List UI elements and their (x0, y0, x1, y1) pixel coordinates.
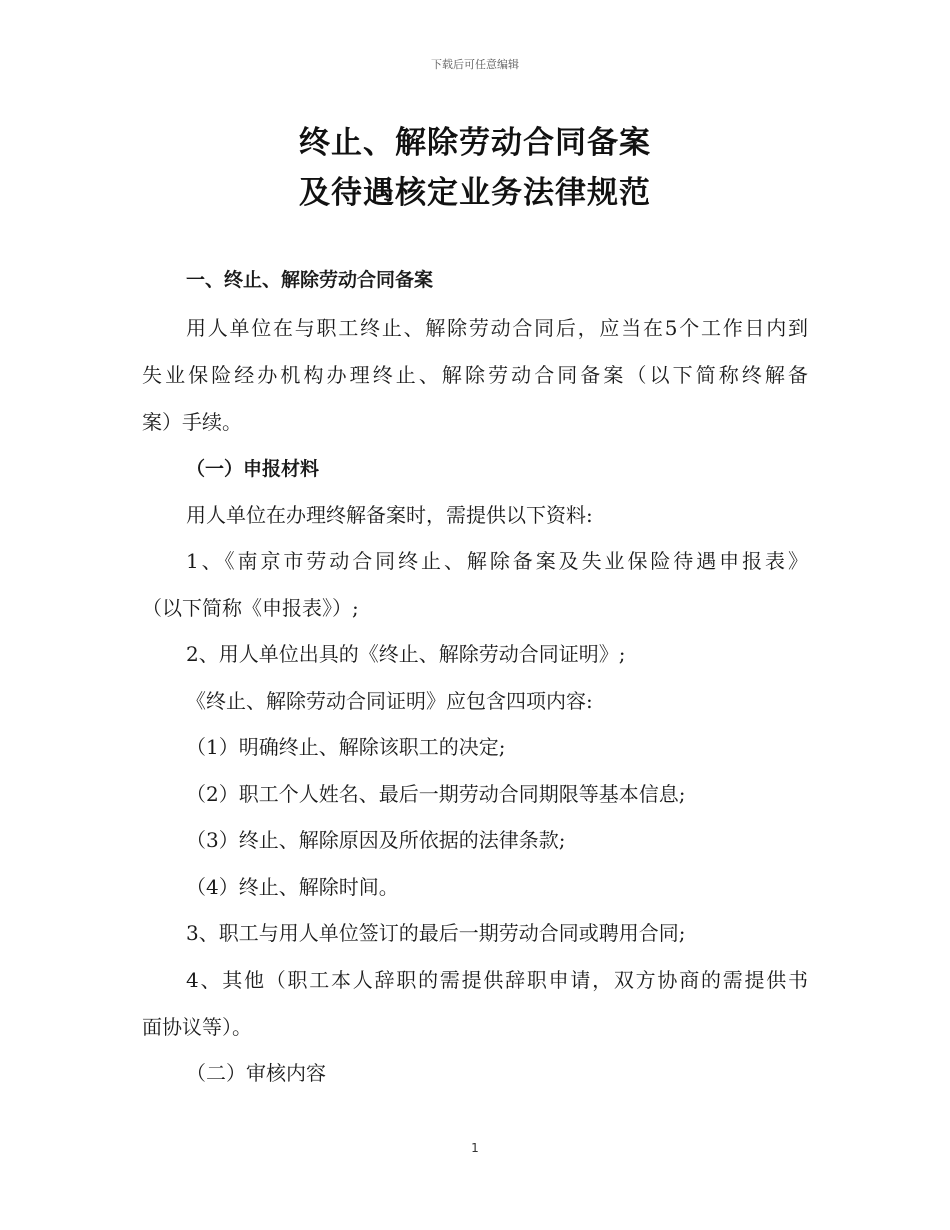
subsection-2-heading: （二）审核内容 (186, 1061, 326, 1085)
sub-list-item: （3）终止、解除原因及所依据的法律条款; (186, 828, 566, 852)
list-item: 1、《南京市劳动合同终止、解除备案及失业保险待遇申报表》 (186, 549, 808, 573)
paragraph-line: 用人单位在与职工终止、解除劳动合同后，应当在5个工作日内到 (186, 316, 808, 340)
header-note: 下载后可任意编辑 (431, 58, 519, 71)
paragraph-line: 案）手续。 (142, 410, 242, 434)
sub-list-item: （1）明确终止、解除该职工的决定; (186, 735, 506, 759)
paragraph-line: 失业保险经办机构办理终止、解除劳动合同备案（以下简称终解备 (142, 363, 808, 387)
list-item: 2、用人单位出具的《终止、解除劳动合同证明》; (186, 642, 626, 666)
list-item: （以下简称《申报表》）; (142, 596, 359, 620)
list-item: 4、其他（职工本人辞职的需提供辞职申请，双方协商的需提供书 (186, 968, 808, 992)
document-title-line-2: 及待遇核定业务法律规范 (299, 175, 651, 211)
paragraph-line: 用人单位在办理终解备案时，需提供以下资料: (186, 503, 593, 527)
sub-list-item: （2）职工个人姓名、最后一期劳动合同期限等基本信息; (186, 782, 686, 806)
subsection-1-heading: （一）申报材料 (186, 458, 320, 480)
paragraph-line: 《终止、解除劳动合同证明》应包含四项内容: (186, 689, 593, 713)
section-1-heading: 一、终止、解除劳动合同备案 (186, 269, 434, 291)
document-title-line-1: 终止、解除劳动合同备案 (299, 125, 651, 161)
page-number: 1 (471, 1141, 479, 1155)
list-item: 3、职工与用人单位签订的最后一期劳动合同或聘用合同; (186, 921, 686, 945)
list-item: 面协议等）。 (142, 1015, 252, 1039)
sub-list-item: （4）终止、解除时间。 (186, 875, 399, 899)
